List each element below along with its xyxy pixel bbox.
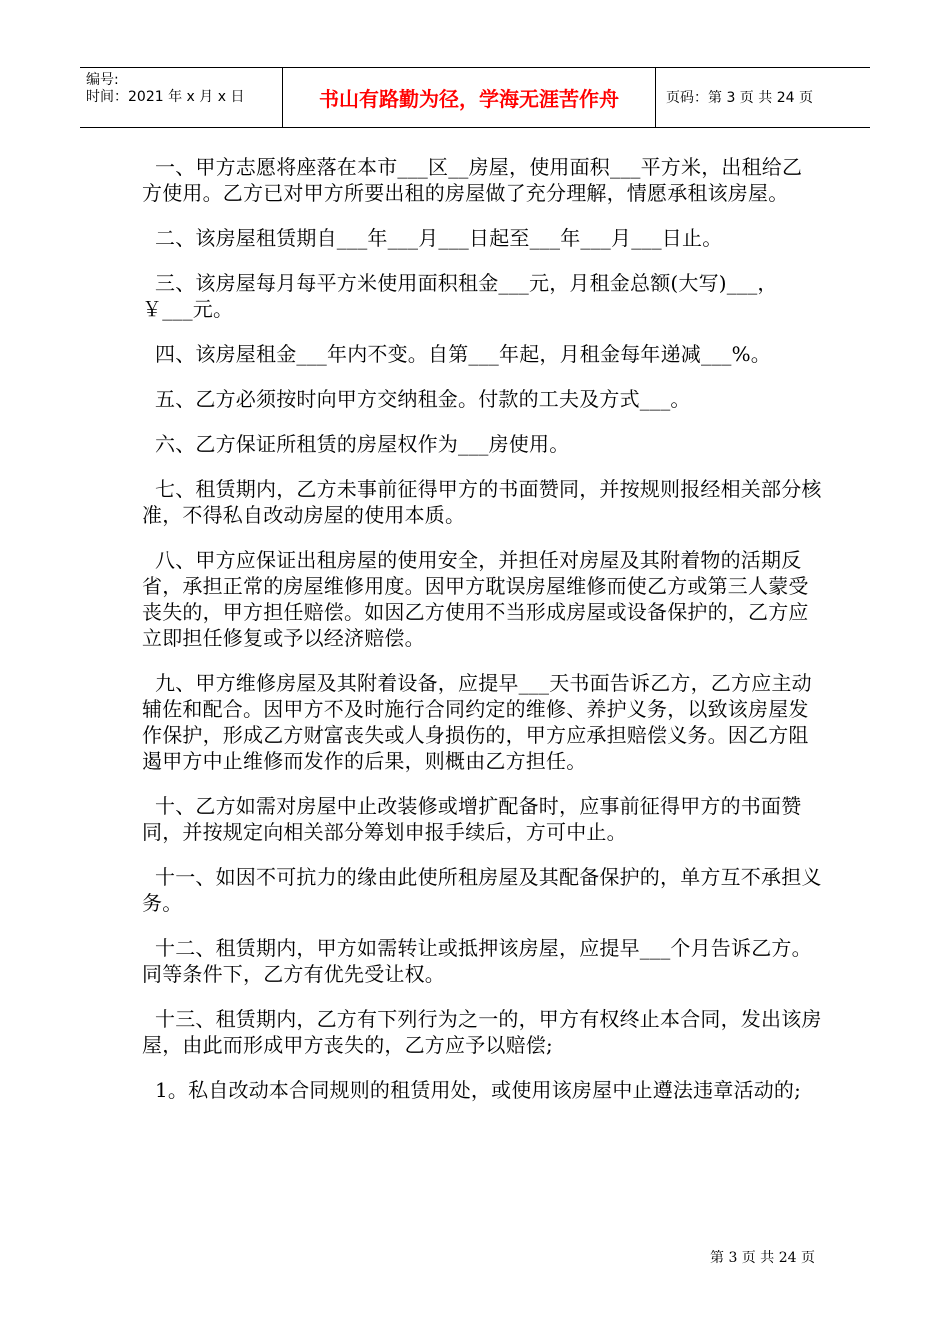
clause-1: 一、甲方志愿将座落在本市___区__房屋，使用面积___平方米，出租给乙方使用。乙方已对甲方所要出租的房屋做了充分理解，情愿承租该房屋。 — [142, 155, 803, 205]
clause-12: 十二、租赁期内，甲方如需转让或抵押该房屋，应提早___个月告诉乙方。同等条件下，乙方有优先受让权。 — [142, 936, 812, 986]
clause-11: 十一、如因不可抗力的缘由此使所租房屋及其配备保护的，单方互不承担义务。 — [142, 865, 822, 915]
clause-13: 十三、租赁期内，乙方有下列行为之一的，甲方有权终止本合同，发出该房屋，由此而形成甲方丧失的，乙方应予以赔偿; — [142, 1007, 822, 1057]
clause-8: 八、甲方应保证出租房屋的使用安全，并担任对房屋及其附着物的活期反省，承担正常的房屋维修用度。因甲方耽误房屋维修而使乙方或第三人蒙受丧失的，甲方担任赔偿。如因乙方使用不当形成房屋或设备保护的，乙方应立即担任修复或予以经济赔偿。 — [142, 548, 809, 650]
clause-9: 九、甲方维修房屋及其附着设备，应提早___天书面告诉乙方，乙方应主动辅佐和配合。因甲方不及时施行合同约定的维修、养护义务，以致该房屋发作保护，形成乙方财富丧失或人身损伤的，甲方应承担赔偿义务。因乙方阻遏甲方中止维修而发作的后果，则概由乙方担任。 — [142, 671, 812, 773]
header-motto-cell — [282, 68, 656, 127]
clause-3: 三、该房屋每月每平方米使用面积租金___元，月租金总额(大写)___，￥___元。 — [142, 271, 778, 321]
clause-10: 十、乙方如需对房屋中止改装修或增扩配备时，应事前征得甲方的书面赞同，并按规定向相关部分筹划申报手续后，方可中止。 — [142, 794, 802, 844]
motto-text: 书山有路勤为径，学海无涯苦作舟 — [319, 87, 619, 111]
clause-2: 二、该房屋租赁期自___年___月___日起至___年___月___日止。 — [155, 226, 723, 250]
clause-4: 四、该房屋租金___年内不变。自第___年起，月租金每年递减___%。 — [155, 342, 772, 366]
clause-5: 五、乙方必须按时向甲方交纳租金。付款的工夫及方式___。 — [155, 387, 691, 411]
clause-13-item-1: 1。私自改动本合同规则的租赁用处，或使用该房屋中止遵法违章活动的; — [155, 1078, 802, 1102]
page-header — [80, 67, 870, 128]
footer-page-number: 第 3 页 共 24 页 — [710, 1250, 815, 1266]
contract-body — [142, 154, 822, 1122]
serial-number-label: 编号: — [86, 72, 119, 88]
date-label: 时间：2021 年 x 月 x 日 — [86, 89, 245, 105]
header-page-cell — [656, 68, 870, 127]
clause-6: 六、乙方保证所租赁的房屋权作为___房使用。 — [155, 432, 570, 456]
header-meta-cell — [80, 68, 282, 127]
clause-7: 七、租赁期内，乙方未事前征得甲方的书面赞同，并按规则报经相关部分核准，不得私自改动房屋的使用本质。 — [142, 477, 822, 527]
header-page-number: 页码：第 3 页 共 24 页 — [666, 90, 813, 106]
